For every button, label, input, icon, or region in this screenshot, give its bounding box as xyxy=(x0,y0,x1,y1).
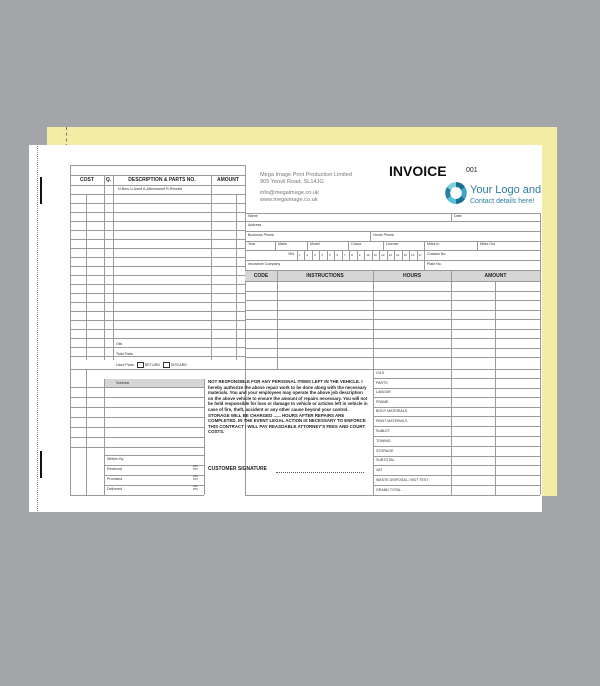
total-grand-total: GRAND TOTAL xyxy=(376,488,402,492)
written-by-label: Written By xyxy=(107,457,124,461)
miles-out-field[interactable]: Miles Out xyxy=(480,242,496,246)
yellow-perforation xyxy=(66,127,67,147)
perforation-line xyxy=(37,146,38,511)
return-label: RETURN xyxy=(144,362,160,367)
disclaimer-text: NOT RESPONSIBLE FOR ANY PERSONAL ITEMS LEFT IN THE VEHICLE. I hereby authorize the above repair work to be done along with the necessary materials. You and your employees may operate the above job description on the above vehicle to ensure the amount of repairs necessary. You will not be held responsible for loss or damage to vehicle or articles left in vehicle in case of fire, theft, accident or any other cause beyond your control. STORAGE WILL BE CHARGED ...... HOURS AFTER REPAIRS ARE COMPLETED. IN THE EVENT LEGAL ACTION IS NECESSARY TO ENFORCE THIS CONTRACT I WILL PAY REASOABLE ATTORNEY'S FEES AND COURT COSTS. xyxy=(208,379,368,435)
logo-text-line1: Your Logo and xyxy=(470,184,542,196)
col-description: DESCRIPTION & PARTS NO. xyxy=(128,177,196,183)
total-parts: PARTS xyxy=(376,381,388,385)
home-phone-field[interactable]: Home Phone xyxy=(373,233,394,237)
col-cost: COST xyxy=(80,177,94,183)
company-address: 905 Yeovil Road, SL14JG xyxy=(260,179,324,185)
total-labour: LABOUR xyxy=(376,390,391,394)
total-vat: VAT xyxy=(376,468,383,472)
col-amount: AMOUNT xyxy=(217,177,239,183)
total-waste-disposal: WASTE DISPOSAL / MOT TEST xyxy=(376,478,429,482)
binding-mark-top xyxy=(40,177,42,204)
used-parts-row xyxy=(116,362,187,368)
colour-field[interactable]: Colour xyxy=(351,242,362,246)
col-code: CODE xyxy=(253,273,269,279)
subtotal-label: Subtotal xyxy=(116,381,130,385)
used-parts-label: Used Parts xyxy=(116,362,134,367)
total-paint-materials: PAINT MATERIALS xyxy=(376,419,408,423)
delivered-ampm: AM PM xyxy=(193,484,198,491)
company-name: Mega Image Print Production Limited xyxy=(260,172,353,178)
promised-label: Promised xyxy=(107,477,123,481)
total-oils: OILS xyxy=(376,371,385,375)
vin-boxes[interactable]: 1 2 3 4 5 6 7 8 9 10 11 12 13 14 15 16 17 xyxy=(297,250,424,260)
logo-text-line2: Contact details here! xyxy=(470,198,535,205)
total-sublet: SUBLET xyxy=(376,429,390,433)
oils-label: Oils xyxy=(116,342,123,346)
col-instructions: INSTRUCTIONS xyxy=(306,273,344,279)
parts-legend: N-New U-Used A-Aftermarket R-Rebuild xyxy=(118,187,183,191)
total-towing: TOWING xyxy=(376,439,391,443)
model-field[interactable]: Model xyxy=(310,242,320,246)
company-email: info@megaimage.co.uk xyxy=(260,190,319,196)
customer-signature-label: CUSTOMER SIGNATURE xyxy=(208,466,267,472)
vin-label: VIN xyxy=(288,252,294,256)
return-checkbox[interactable] xyxy=(137,362,144,368)
total-storage: STORAGE xyxy=(376,449,394,453)
total-body-materials: BODY MATERIALS xyxy=(376,409,408,413)
received-ampm: AM PM xyxy=(193,464,198,471)
received-label: Received xyxy=(107,467,122,471)
logo-icon xyxy=(443,180,469,206)
binding-mark-bottom xyxy=(40,451,42,478)
company-info xyxy=(260,172,352,204)
insurance-company-field[interactable]: Insurance Company xyxy=(248,262,281,266)
delivered-label: Delivered xyxy=(107,487,123,491)
total-parts-label: Total Parts xyxy=(116,352,133,356)
col-hours: HOURS xyxy=(402,273,422,279)
business-phone-field[interactable]: Business Phone xyxy=(248,233,274,237)
make-field[interactable]: Make xyxy=(278,242,287,246)
name-field[interactable]: Name xyxy=(248,214,258,218)
plate-no-field[interactable]: Plate No. xyxy=(427,262,442,266)
discard-label: DISCARD xyxy=(170,362,187,367)
invoice-number: 001 xyxy=(466,167,478,174)
col-labour-amount: AMOUNT xyxy=(484,273,507,279)
address-field[interactable]: Address xyxy=(248,223,262,227)
col-qty: Q. xyxy=(105,177,112,183)
customer-signature-line[interactable] xyxy=(276,472,364,473)
total-subtotal: SUBTOTAL xyxy=(376,458,395,462)
company-website: www.megaimage.co.uk xyxy=(260,197,318,203)
license-field[interactable]: License xyxy=(386,242,399,246)
miles-in-field[interactable]: Miles In xyxy=(427,242,440,246)
invoice-title: INVOICE xyxy=(389,163,447,179)
year-field[interactable]: Year xyxy=(248,242,256,246)
promised-ampm: AM PM xyxy=(193,474,198,481)
date-field[interactable]: Date xyxy=(454,214,462,218)
chassis-no-field[interactable]: Chassis No. xyxy=(427,252,447,256)
discard-checkbox[interactable] xyxy=(163,362,170,368)
total-frame: FRAME xyxy=(376,400,389,404)
